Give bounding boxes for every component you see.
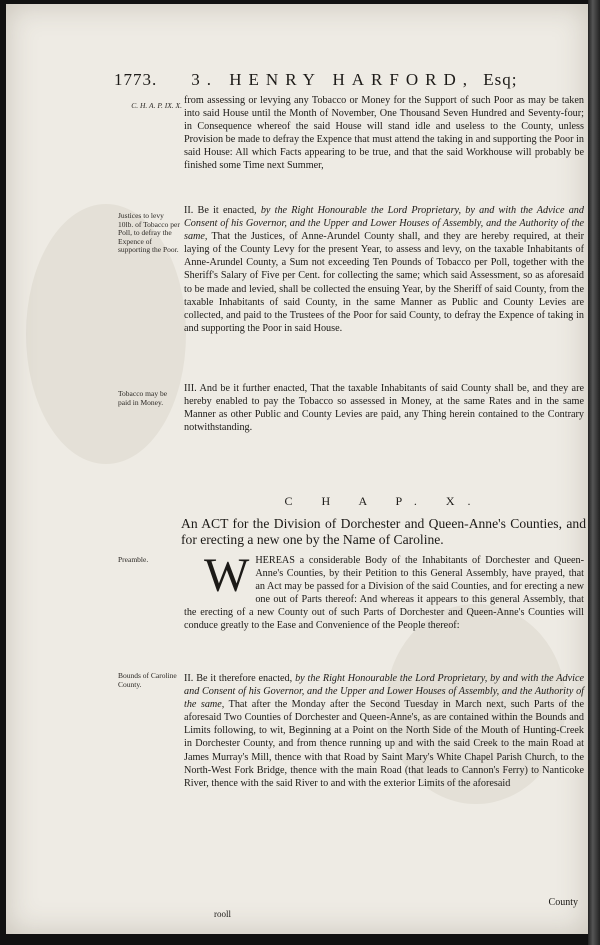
- scan-edge: [588, 0, 600, 945]
- drop-cap: W: [204, 549, 250, 602]
- section-2-enact: by the Right Honourable the Lord Proprietary, by and with the Advice and Consent of his Governor, and the Upper and Lower Houses of Assembly, and the Authority of the same,: [184, 205, 584, 243]
- section-4: [184, 672, 584, 790]
- signature-mark: rooll: [214, 909, 231, 919]
- margin-justices-note: Justices to levy 10lb. of Tobacco per Poll, to defray the Expence of supporting the Poor.: [118, 211, 180, 255]
- preamble: [184, 549, 584, 633]
- running-header: [114, 70, 584, 90]
- section-4-lead: II. Be it therefore enacted,: [184, 673, 293, 684]
- preamble-text: HEREAS a considerable Body of the Inhabitants of Dorchester and Queen-Anne's Counties, by their Petition to this General Assembly, have prayed, that an Act may be passed for a Division of the said Counties, and for erecting a new one out of Parts thereof: And whereas it appears to this general Assembly, that the erecting of a new County out of such Parts of Dorchester and Queen-Anne's Counties will conduce greatly to the Ease and Convenience of the People thereof:: [184, 555, 584, 632]
- header-name: 3. HENRY HARFORD,: [191, 70, 474, 89]
- margin-bounds-note: Bounds of Caroline County.: [118, 671, 177, 689]
- section-3-lead: III. And be it further enacted,: [184, 383, 308, 394]
- header-year: 1773.: [114, 70, 158, 89]
- paragraph-top: [184, 94, 584, 173]
- section-3-text: That the taxable Inhabitants of said County shall be, and they are hereby enabled to pay the Tobacco so assessed in Money, at the same Rates and in the same Manner as other Public and County Levies are paid, any Thing herein contained to the Contrary notwithstanding.: [184, 383, 584, 434]
- section-2-lead: II. Be it enacted,: [184, 205, 257, 216]
- paragraph-top-text: from assessing or levying any Tobacco or Money for the Support of such Poor as may be taken into said House until the Month of November, One Thousand Seven Hundred and Seventy-four; in Consequence whereof the said House will stand idle and useless to the County, unless Provision be made to defray the Expence that must attend the taking in and supporting the Poor in said House: All which Facts appearing to be true, and that the said Workhouse will probably be finished some Time next Summer,: [184, 95, 584, 172]
- section-2-text: That the Justices, of Anne-Arundel County shall, and they are hereby required, at their laying of the County Levy for the present Year, to assess and levy, on the taxable Inhabitants of Anne-Arundel County, a Sum not exceeding Ten Pounds of Tobacco per Poll, together with the Sheriff's Salary of Five per Cent. for collecting the same; which said Assessment, so as aforesaid to be made and levied, shall be collected the ensuing Year, by the Sheriff of said County, from the taxable Inhabitants of said County, in the same Manner as Public and County Levies are collected, and paid to the Trustees of the Poor for said County, to defray the Expence of taking in and supporting the Poor in said House.: [184, 231, 584, 334]
- section-4-text: That after the Monday after the Second Tuesday in March next, such Parts of the aforesaid Two Counties of Dorchester and Queen-Anne's, as are contained within the Bounds and Limits following, to wit, Beginning at a Point on the North Side of the Mouth of Hunting-Creek in Dorchester County, and from thence running up and with the said Creek to the main Road at James Murray's Mill, thence with that Road by Saint Mary's White Chapel Parish Church, to the North-West Fork Bridge, thence with the main Road (that leads to Cannon's Ferry) to Nanticoke River, thence with the said River to and with the exterior Limits of the aforesaid: [184, 699, 584, 789]
- document-page: [6, 4, 588, 934]
- section-3: [184, 382, 584, 434]
- margin-tobacco-note: Tobacco may be paid in Money.: [118, 389, 168, 407]
- section-2: [184, 204, 584, 335]
- section-4-enact: by the Right Honourable the Lord Proprietary, by and with the Advice and Consent of his Governor, and the Upper and Lower Houses of Assembly, and the Authority of the same,: [184, 673, 584, 711]
- margin-chapter-ref: C. H. A. P. IX. X.: [131, 101, 182, 110]
- catchword: County: [548, 897, 578, 908]
- header-esq: Esq;: [483, 70, 518, 89]
- margin-preamble-note: Preamble.: [118, 555, 149, 564]
- chapter-heading: C H A P. X.: [284, 494, 484, 508]
- act-title: An ACT for the Division of Dorchester and Queen-Anne's Counties, and for erecting a new one by the Name of Caroline.: [181, 516, 586, 547]
